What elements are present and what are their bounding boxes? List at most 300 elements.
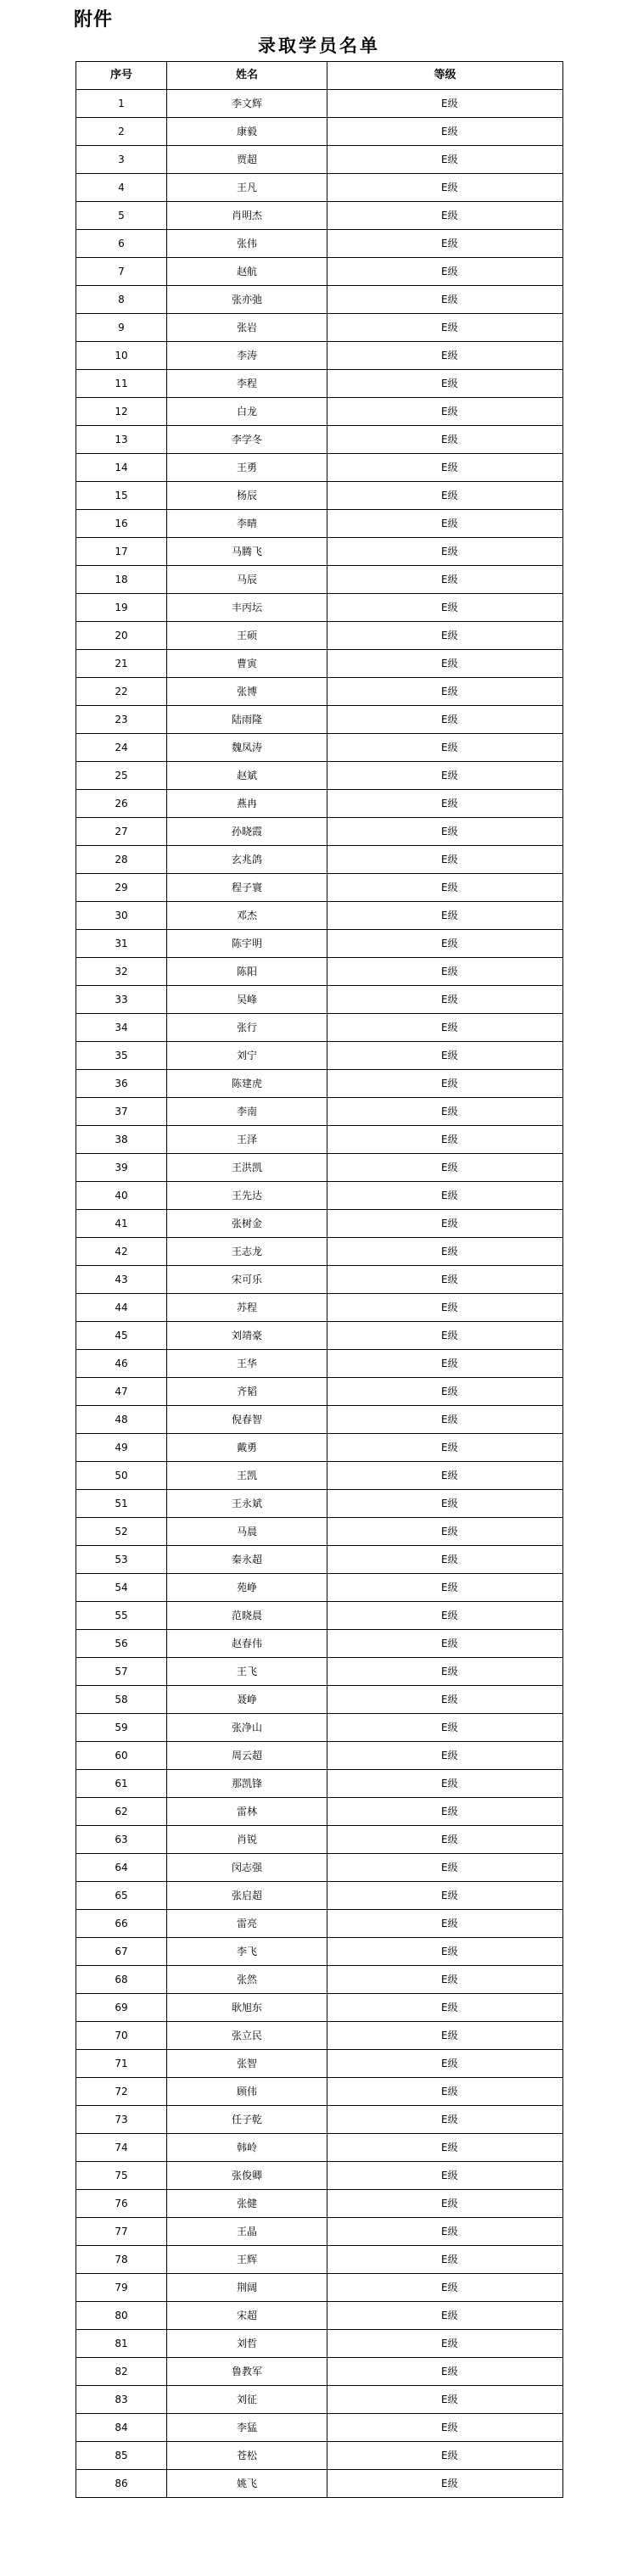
- student-name-cell: 李学冬: [167, 426, 327, 454]
- serial-number-cell: 81: [76, 2330, 167, 2358]
- serial-number-cell: 64: [76, 1854, 167, 1882]
- student-name-cell: 李飞: [167, 1938, 327, 1966]
- student-name-cell: 王永斌: [167, 1490, 327, 1518]
- table-row: [76, 454, 563, 482]
- table-row: [76, 762, 563, 790]
- level-cell: E级: [327, 1826, 563, 1854]
- level-cell: E级: [327, 454, 563, 482]
- student-name-cell: 王凯: [167, 1462, 327, 1490]
- table-row: [76, 1798, 563, 1826]
- table-row: [76, 1378, 563, 1406]
- student-name-cell: 戴勇: [167, 1434, 327, 1462]
- serial-number-cell: 48: [76, 1406, 167, 1434]
- table-row: [76, 1854, 563, 1882]
- level-cell: E级: [327, 1798, 563, 1826]
- student-name-cell: 张启超: [167, 1882, 327, 1910]
- table-row: [76, 1238, 563, 1266]
- level-cell: E级: [327, 1098, 563, 1126]
- serial-number-cell: 2: [76, 118, 167, 146]
- table-row: [76, 1602, 563, 1630]
- serial-number-cell: 43: [76, 1266, 167, 1294]
- table-row: [76, 2358, 563, 2386]
- serial-number-cell: 78: [76, 2246, 167, 2274]
- student-name-cell: 那凯锋: [167, 1770, 327, 1798]
- table-row: [76, 706, 563, 734]
- level-cell: E级: [327, 370, 563, 398]
- student-name-cell: 李涛: [167, 342, 327, 370]
- serial-number-cell: 17: [76, 538, 167, 566]
- table-row: [76, 1994, 563, 2022]
- serial-number-cell: 67: [76, 1938, 167, 1966]
- student-name-cell: 齐韬: [167, 1378, 327, 1406]
- level-cell: E级: [327, 2162, 563, 2190]
- serial-number-cell: 65: [76, 1882, 167, 1910]
- level-cell: E级: [327, 1910, 563, 1938]
- serial-number-cell: 34: [76, 1014, 167, 1042]
- student-name-cell: 雷林: [167, 1798, 327, 1826]
- page-title: 录取学员名单: [258, 36, 380, 56]
- student-name-cell: 张立民: [167, 2022, 327, 2050]
- table-row: [76, 650, 563, 678]
- student-name-cell: 李晴: [167, 510, 327, 538]
- student-name-cell: 肖明杰: [167, 202, 327, 230]
- header-serial-number: 序号: [76, 62, 167, 90]
- student-name-cell: 鲁教军: [167, 2358, 327, 2386]
- student-name-cell: 玄兆鸽: [167, 846, 327, 874]
- level-cell: E级: [327, 230, 563, 258]
- table-row: [76, 1210, 563, 1238]
- table-body: [76, 90, 563, 2498]
- table-row: [76, 2330, 563, 2358]
- serial-number-cell: 3: [76, 146, 167, 174]
- student-name-cell: 荆阔: [167, 2274, 327, 2302]
- level-cell: E级: [327, 818, 563, 846]
- table-row: [76, 174, 563, 202]
- table-row: [76, 1070, 563, 1098]
- level-cell: E级: [327, 1378, 563, 1406]
- student-name-cell: 丰丙坛: [167, 594, 327, 622]
- level-cell: E级: [327, 1322, 563, 1350]
- serial-number-cell: 15: [76, 482, 167, 510]
- level-cell: E级: [327, 1406, 563, 1434]
- level-cell: E级: [327, 2358, 563, 2386]
- level-cell: E级: [327, 2246, 563, 2274]
- serial-number-cell: 82: [76, 2358, 167, 2386]
- table-row: [76, 510, 563, 538]
- level-cell: E级: [327, 566, 563, 594]
- serial-number-cell: 35: [76, 1042, 167, 1070]
- level-cell: E级: [327, 2190, 563, 2218]
- serial-number-cell: 26: [76, 790, 167, 818]
- serial-number-cell: 73: [76, 2106, 167, 2134]
- header-level: 等级: [327, 62, 563, 90]
- level-cell: E级: [327, 1630, 563, 1658]
- student-name-cell: 孙晓霞: [167, 818, 327, 846]
- table-row: [76, 146, 563, 174]
- serial-number-cell: 18: [76, 566, 167, 594]
- student-name-cell: 赵斌: [167, 762, 327, 790]
- serial-number-cell: 6: [76, 230, 167, 258]
- serial-number-cell: 11: [76, 370, 167, 398]
- level-cell: E级: [327, 1490, 563, 1518]
- table-row: [76, 1686, 563, 1714]
- student-name-cell: 李猛: [167, 2414, 327, 2442]
- table-row: [76, 1742, 563, 1770]
- student-name-cell: 耿旭东: [167, 1994, 327, 2022]
- serial-number-cell: 1: [76, 90, 167, 118]
- student-name-cell: 王飞: [167, 1658, 327, 1686]
- level-cell: E级: [327, 1714, 563, 1742]
- table-row: [76, 1126, 563, 1154]
- serial-number-cell: 36: [76, 1070, 167, 1098]
- table-row: [76, 566, 563, 594]
- table-row: [76, 1882, 563, 1910]
- table-row: [76, 1630, 563, 1658]
- table-row: [76, 2442, 563, 2470]
- table-row: [76, 818, 563, 846]
- admitted-students-table: [76, 61, 563, 2498]
- serial-number-cell: 40: [76, 1182, 167, 1210]
- level-cell: E级: [327, 902, 563, 930]
- serial-number-cell: 25: [76, 762, 167, 790]
- table-row: [76, 1910, 563, 1938]
- student-name-cell: 任子乾: [167, 2106, 327, 2134]
- table-row: [76, 538, 563, 566]
- level-cell: E级: [327, 538, 563, 566]
- level-cell: E级: [327, 1070, 563, 1098]
- level-cell: E级: [327, 2302, 563, 2330]
- level-cell: E级: [327, 650, 563, 678]
- student-name-cell: 王洪凯: [167, 1154, 327, 1182]
- student-name-cell: 贾超: [167, 146, 327, 174]
- student-name-cell: 王辉: [167, 2246, 327, 2274]
- student-name-cell: 王硕: [167, 622, 327, 650]
- student-name-cell: 白龙: [167, 398, 327, 426]
- table-row: [76, 1770, 563, 1798]
- serial-number-cell: 60: [76, 1742, 167, 1770]
- serial-number-cell: 8: [76, 286, 167, 314]
- table-row: [76, 594, 563, 622]
- table-row: [76, 678, 563, 706]
- serial-number-cell: 62: [76, 1798, 167, 1826]
- student-name-cell: 曹寅: [167, 650, 327, 678]
- student-name-cell: 马腾飞: [167, 538, 327, 566]
- student-name-cell: 程子寰: [167, 874, 327, 902]
- table-row: [76, 2190, 563, 2218]
- level-cell: E级: [327, 174, 563, 202]
- level-cell: E级: [327, 1686, 563, 1714]
- student-name-cell: 王泽: [167, 1126, 327, 1154]
- student-name-cell: 秦永超: [167, 1546, 327, 1574]
- level-cell: E级: [327, 1994, 563, 2022]
- level-cell: E级: [327, 1042, 563, 1070]
- serial-number-cell: 61: [76, 1770, 167, 1798]
- table-row: [76, 202, 563, 230]
- serial-number-cell: 12: [76, 398, 167, 426]
- level-cell: E级: [327, 2470, 563, 2498]
- level-cell: E级: [327, 1574, 563, 1602]
- table-row: [76, 2386, 563, 2414]
- serial-number-cell: 66: [76, 1910, 167, 1938]
- table-row: [76, 1434, 563, 1462]
- table-row: [76, 790, 563, 818]
- level-cell: E级: [327, 1882, 563, 1910]
- table-row: [76, 1546, 563, 1574]
- level-cell: E级: [327, 2442, 563, 2470]
- table-row: [76, 1350, 563, 1378]
- serial-number-cell: 22: [76, 678, 167, 706]
- table-row: [76, 1406, 563, 1434]
- table-row: [76, 1294, 563, 1322]
- serial-number-cell: 52: [76, 1518, 167, 1546]
- student-name-cell: 张净山: [167, 1714, 327, 1742]
- level-cell: E级: [327, 1658, 563, 1686]
- serial-number-cell: 31: [76, 930, 167, 958]
- level-cell: E级: [327, 2218, 563, 2246]
- level-cell: E级: [327, 958, 563, 986]
- serial-number-cell: 75: [76, 2162, 167, 2190]
- level-cell: E级: [327, 2106, 563, 2134]
- level-cell: E级: [327, 1014, 563, 1042]
- serial-number-cell: 72: [76, 2078, 167, 2106]
- serial-number-cell: 68: [76, 1966, 167, 1994]
- student-name-cell: 聂峥: [167, 1686, 327, 1714]
- table-row: [76, 2162, 563, 2190]
- level-cell: E级: [327, 2022, 563, 2050]
- level-cell: E级: [327, 2274, 563, 2302]
- student-name-cell: 宋可乐: [167, 1266, 327, 1294]
- table-row: [76, 342, 563, 370]
- serial-number-cell: 41: [76, 1210, 167, 1238]
- table-row: [76, 1938, 563, 1966]
- level-cell: E级: [327, 1434, 563, 1462]
- level-cell: E级: [327, 2414, 563, 2442]
- table-row: [76, 2078, 563, 2106]
- serial-number-cell: 55: [76, 1602, 167, 1630]
- student-name-cell: 陆雨隆: [167, 706, 327, 734]
- student-name-cell: 张树金: [167, 1210, 327, 1238]
- level-cell: E级: [327, 846, 563, 874]
- table-row: [76, 2134, 563, 2162]
- student-name-cell: 王志龙: [167, 1238, 327, 1266]
- attachment-label: 附件: [74, 9, 114, 31]
- student-name-cell: 宋超: [167, 2302, 327, 2330]
- student-name-cell: 王先达: [167, 1182, 327, 1210]
- serial-number-cell: 42: [76, 1238, 167, 1266]
- table-row: [76, 90, 563, 118]
- student-name-cell: 闵志强: [167, 1854, 327, 1882]
- table-row: [76, 482, 563, 510]
- header-name: 姓名: [167, 62, 327, 90]
- student-name-cell: 倪春智: [167, 1406, 327, 1434]
- table-row: [76, 1182, 563, 1210]
- table-row: [76, 2414, 563, 2442]
- student-name-cell: 杨辰: [167, 482, 327, 510]
- serial-number-cell: 44: [76, 1294, 167, 1322]
- table-row: [76, 1966, 563, 1994]
- serial-number-cell: 14: [76, 454, 167, 482]
- serial-number-cell: 29: [76, 874, 167, 902]
- table-row: [76, 874, 563, 902]
- level-cell: E级: [327, 1294, 563, 1322]
- table-row: [76, 846, 563, 874]
- table-header-row: [76, 62, 563, 90]
- serial-number-cell: 16: [76, 510, 167, 538]
- student-name-cell: 陈建虎: [167, 1070, 327, 1098]
- serial-number-cell: 23: [76, 706, 167, 734]
- level-cell: E级: [327, 258, 563, 286]
- level-cell: E级: [327, 2134, 563, 2162]
- student-name-cell: 李程: [167, 370, 327, 398]
- serial-number-cell: 83: [76, 2386, 167, 2414]
- table-row: [76, 1490, 563, 1518]
- serial-number-cell: 49: [76, 1434, 167, 1462]
- serial-number-cell: 84: [76, 2414, 167, 2442]
- table-row: [76, 230, 563, 258]
- student-name-cell: 刘宁: [167, 1042, 327, 1070]
- student-name-cell: 赵航: [167, 258, 327, 286]
- serial-number-cell: 70: [76, 2022, 167, 2050]
- table-row: [76, 902, 563, 930]
- level-cell: E级: [327, 510, 563, 538]
- table-row: [76, 2470, 563, 2498]
- student-name-cell: 王凡: [167, 174, 327, 202]
- level-cell: E级: [327, 1266, 563, 1294]
- student-name-cell: 张智: [167, 2050, 327, 2078]
- level-cell: E级: [327, 1210, 563, 1238]
- student-name-cell: 王晶: [167, 2218, 327, 2246]
- level-cell: E级: [327, 1938, 563, 1966]
- student-name-cell: 苍松: [167, 2442, 327, 2470]
- table-row: [76, 2302, 563, 2330]
- serial-number-cell: 33: [76, 986, 167, 1014]
- level-cell: E级: [327, 734, 563, 762]
- level-cell: E级: [327, 762, 563, 790]
- table-row: [76, 426, 563, 454]
- serial-number-cell: 53: [76, 1546, 167, 1574]
- level-cell: E级: [327, 342, 563, 370]
- serial-number-cell: 51: [76, 1490, 167, 1518]
- level-cell: E级: [327, 986, 563, 1014]
- student-name-cell: 赵春伟: [167, 1630, 327, 1658]
- student-name-cell: 韩岭: [167, 2134, 327, 2162]
- student-name-cell: 李文辉: [167, 90, 327, 118]
- serial-number-cell: 59: [76, 1714, 167, 1742]
- serial-number-cell: 69: [76, 1994, 167, 2022]
- level-cell: E级: [327, 2078, 563, 2106]
- student-name-cell: 马辰: [167, 566, 327, 594]
- level-cell: E级: [327, 874, 563, 902]
- student-name-cell: 陈阳: [167, 958, 327, 986]
- student-name-cell: 李南: [167, 1098, 327, 1126]
- student-name-cell: 陈宇明: [167, 930, 327, 958]
- level-cell: E级: [327, 706, 563, 734]
- serial-number-cell: 27: [76, 818, 167, 846]
- level-cell: E级: [327, 1238, 563, 1266]
- level-cell: E级: [327, 2386, 563, 2414]
- serial-number-cell: 80: [76, 2302, 167, 2330]
- serial-number-cell: 45: [76, 1322, 167, 1350]
- serial-number-cell: 58: [76, 1686, 167, 1714]
- table-row: [76, 734, 563, 762]
- level-cell: E级: [327, 286, 563, 314]
- table-row: [76, 1518, 563, 1546]
- student-name-cell: 张俊卿: [167, 2162, 327, 2190]
- level-cell: E级: [327, 1462, 563, 1490]
- student-name-cell: 肖锐: [167, 1826, 327, 1854]
- table-row: [76, 1574, 563, 1602]
- student-name-cell: 张行: [167, 1014, 327, 1042]
- table-row: [76, 314, 563, 342]
- serial-number-cell: 10: [76, 342, 167, 370]
- serial-number-cell: 46: [76, 1350, 167, 1378]
- table-row: [76, 1154, 563, 1182]
- serial-number-cell: 5: [76, 202, 167, 230]
- serial-number-cell: 13: [76, 426, 167, 454]
- level-cell: E级: [327, 1770, 563, 1798]
- serial-number-cell: 47: [76, 1378, 167, 1406]
- table-row: [76, 2050, 563, 2078]
- level-cell: E级: [327, 202, 563, 230]
- student-name-cell: 马晨: [167, 1518, 327, 1546]
- table-row: [76, 622, 563, 650]
- level-cell: E级: [327, 398, 563, 426]
- serial-number-cell: 9: [76, 314, 167, 342]
- serial-number-cell: 39: [76, 1154, 167, 1182]
- level-cell: E级: [327, 146, 563, 174]
- table-row: [76, 1098, 563, 1126]
- serial-number-cell: 21: [76, 650, 167, 678]
- serial-number-cell: 79: [76, 2274, 167, 2302]
- student-name-cell: 张博: [167, 678, 327, 706]
- serial-number-cell: 24: [76, 734, 167, 762]
- table-row: [76, 2106, 563, 2134]
- serial-number-cell: 37: [76, 1098, 167, 1126]
- table-row: [76, 1266, 563, 1294]
- serial-number-cell: 76: [76, 2190, 167, 2218]
- serial-number-cell: 4: [76, 174, 167, 202]
- student-name-cell: 王勇: [167, 454, 327, 482]
- table-row: [76, 370, 563, 398]
- table-row: [76, 2218, 563, 2246]
- table-row: [76, 1714, 563, 1742]
- student-name-cell: 燕冉: [167, 790, 327, 818]
- level-cell: E级: [327, 1742, 563, 1770]
- serial-number-cell: 56: [76, 1630, 167, 1658]
- level-cell: E级: [327, 594, 563, 622]
- level-cell: E级: [327, 1602, 563, 1630]
- student-name-cell: 刘靖豪: [167, 1322, 327, 1350]
- student-name-cell: 张然: [167, 1966, 327, 1994]
- level-cell: E级: [327, 1546, 563, 1574]
- level-cell: E级: [327, 790, 563, 818]
- serial-number-cell: 28: [76, 846, 167, 874]
- table-row: [76, 398, 563, 426]
- student-name-cell: 吴峰: [167, 986, 327, 1014]
- level-cell: E级: [327, 118, 563, 146]
- level-cell: E级: [327, 1518, 563, 1546]
- student-name-cell: 雷亮: [167, 1910, 327, 1938]
- serial-number-cell: 63: [76, 1826, 167, 1854]
- level-cell: E级: [327, 1350, 563, 1378]
- table-row: [76, 1462, 563, 1490]
- table-row: [76, 2246, 563, 2274]
- student-name-cell: 范晓晨: [167, 1602, 327, 1630]
- level-cell: E级: [327, 90, 563, 118]
- level-cell: E级: [327, 622, 563, 650]
- level-cell: E级: [327, 1126, 563, 1154]
- serial-number-cell: 20: [76, 622, 167, 650]
